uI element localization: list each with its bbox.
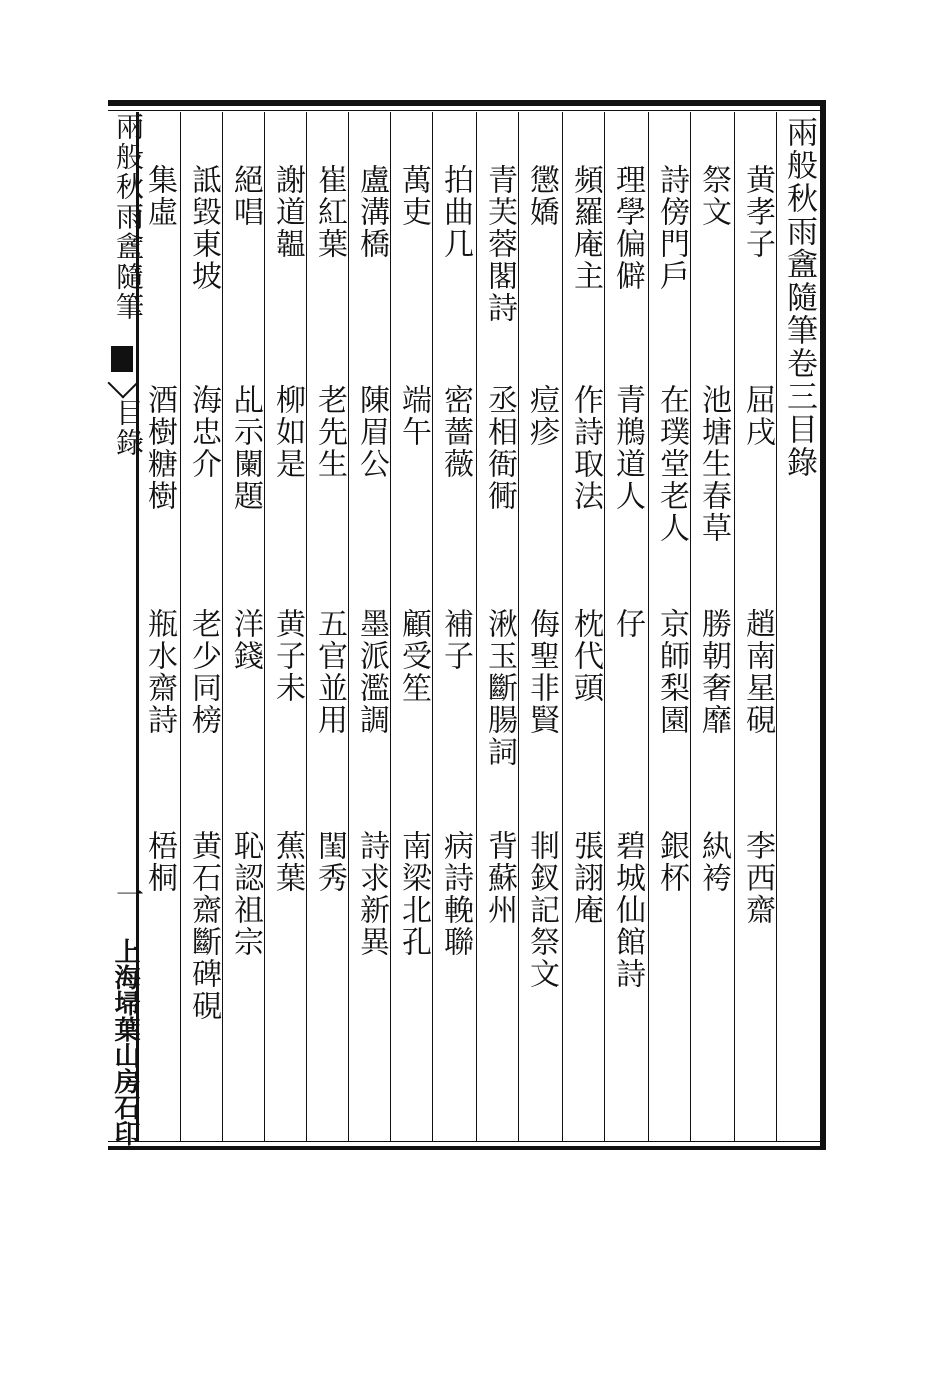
frame-inner-bottom-rule <box>108 1141 820 1142</box>
toc-entry: 丞相衙衕 <box>482 384 517 512</box>
toc-entry: 池塘生春草 <box>696 384 731 544</box>
toc-entry: 屈戌 <box>740 384 775 448</box>
toc-entry: 病詩輓聯 <box>438 830 473 958</box>
toc-entry: 海忠介 <box>186 384 221 480</box>
toc-entry: 老少同榜 <box>186 608 221 736</box>
toc-entry: 絕唱 <box>228 164 263 228</box>
column-divider <box>734 112 735 1142</box>
toc-entry: 痘疹 <box>524 384 559 448</box>
toc-entry: 閨秀 <box>312 830 347 894</box>
column-divider <box>264 112 265 1142</box>
toc-entry: 京師梨園 <box>654 608 689 736</box>
toc-entry: 集虛 <box>142 164 177 228</box>
column-divider <box>562 112 563 1142</box>
toc-entry: 密薔薇 <box>438 384 473 480</box>
frame-inner-top-rule <box>108 110 820 111</box>
toc-entry: 恥認祖宗 <box>228 830 263 958</box>
column-divider <box>776 112 777 1142</box>
toc-entry: 墨派濫調 <box>354 608 389 736</box>
toc-entry: 趙南星硯 <box>740 608 775 736</box>
column-divider <box>604 112 605 1142</box>
toc-entry: 詩傍門戶 <box>654 164 689 292</box>
toc-entry: 黄石齋斷碑硯 <box>186 830 221 1022</box>
column-divider <box>222 112 223 1142</box>
toc-entry: 蕉葉 <box>270 830 305 894</box>
toc-entry: 背蘇州 <box>482 830 517 926</box>
toc-entry: 枕代頭 <box>568 608 603 704</box>
column-divider <box>476 112 477 1142</box>
toc-entry: 湫玉斷腸詞 <box>482 608 517 768</box>
toc-entry: 黄孝子 <box>740 164 775 260</box>
toc-entry: 詩求新異 <box>354 830 389 958</box>
column-divider <box>390 112 391 1142</box>
toc-entry: 碧城仙館詩 <box>610 830 645 990</box>
toc-entry: 勝朝奢靡 <box>696 608 731 736</box>
column-divider <box>306 112 307 1142</box>
toc-entry: 侮聖非賢 <box>524 608 559 736</box>
toc-entry: 頻羅庵主 <box>568 164 603 292</box>
toc-entry: 南梁北孔 <box>396 830 431 958</box>
toc-entry: 補子 <box>438 608 473 672</box>
toc-entry: 黄子未 <box>270 608 305 704</box>
column-divider <box>180 112 181 1142</box>
toc-entry: 酒樹糖樹 <box>142 384 177 512</box>
page-title: 兩般秋雨盦隨筆卷三目錄 <box>781 116 817 479</box>
toc-entry: 懲嬌 <box>524 164 559 228</box>
toc-entry: 仔 <box>610 608 645 640</box>
toc-entry: 青芙蓉閣詩 <box>482 164 517 324</box>
column-divider <box>648 112 649 1142</box>
toc-entry: 銀杯 <box>654 830 689 894</box>
toc-entry: 洋錢 <box>228 608 263 672</box>
toc-entry: 在璞堂老人 <box>654 384 689 544</box>
toc-entry: 李西齋 <box>740 830 775 926</box>
toc-entry: 萬吏 <box>396 164 431 228</box>
toc-entry: 端午 <box>396 384 431 448</box>
gutter-page-number: 一 <box>112 880 145 910</box>
toc-entry: 張詡庵 <box>568 830 603 926</box>
toc-entry: 紈袴 <box>696 830 731 894</box>
toc-entry: 盧溝橋 <box>354 164 389 260</box>
toc-entry: 瓶水齋詩 <box>142 608 177 736</box>
toc-entry: 謝道韞 <box>270 164 305 260</box>
column-divider <box>348 112 349 1142</box>
toc-entry: 剕釵記祭文 <box>524 830 559 990</box>
gutter-book-title: 兩般秋雨盦隨筆 <box>112 112 145 322</box>
toc-entry: 老先生 <box>312 384 347 480</box>
column-divider <box>690 112 691 1142</box>
toc-entry: 梧桐 <box>142 830 177 894</box>
toc-entry: 作詩取法 <box>568 384 603 512</box>
toc-entry: 崔紅葉 <box>312 164 347 260</box>
toc-entry: 柳如是 <box>270 384 305 480</box>
gutter-section-label: 目錄 <box>112 398 145 458</box>
toc-entry: 乩示闌題 <box>228 384 263 512</box>
toc-entry: 顧受笙 <box>396 608 431 704</box>
toc-entry: 詆毀東坡 <box>186 164 221 292</box>
toc-entry: 理學偏僻 <box>610 164 645 292</box>
toc-entry: 拍曲几 <box>438 164 473 260</box>
toc-entry: 青鵧道人 <box>610 384 645 512</box>
toc-entry: 陳眉公 <box>354 384 389 480</box>
gutter-printer-imprint: 上海埽葉山房石印 <box>110 938 140 1146</box>
column-divider <box>432 112 433 1142</box>
column-divider <box>518 112 519 1142</box>
toc-entry: 祭文 <box>696 164 731 228</box>
toc-entry: 五官並用 <box>312 608 347 736</box>
